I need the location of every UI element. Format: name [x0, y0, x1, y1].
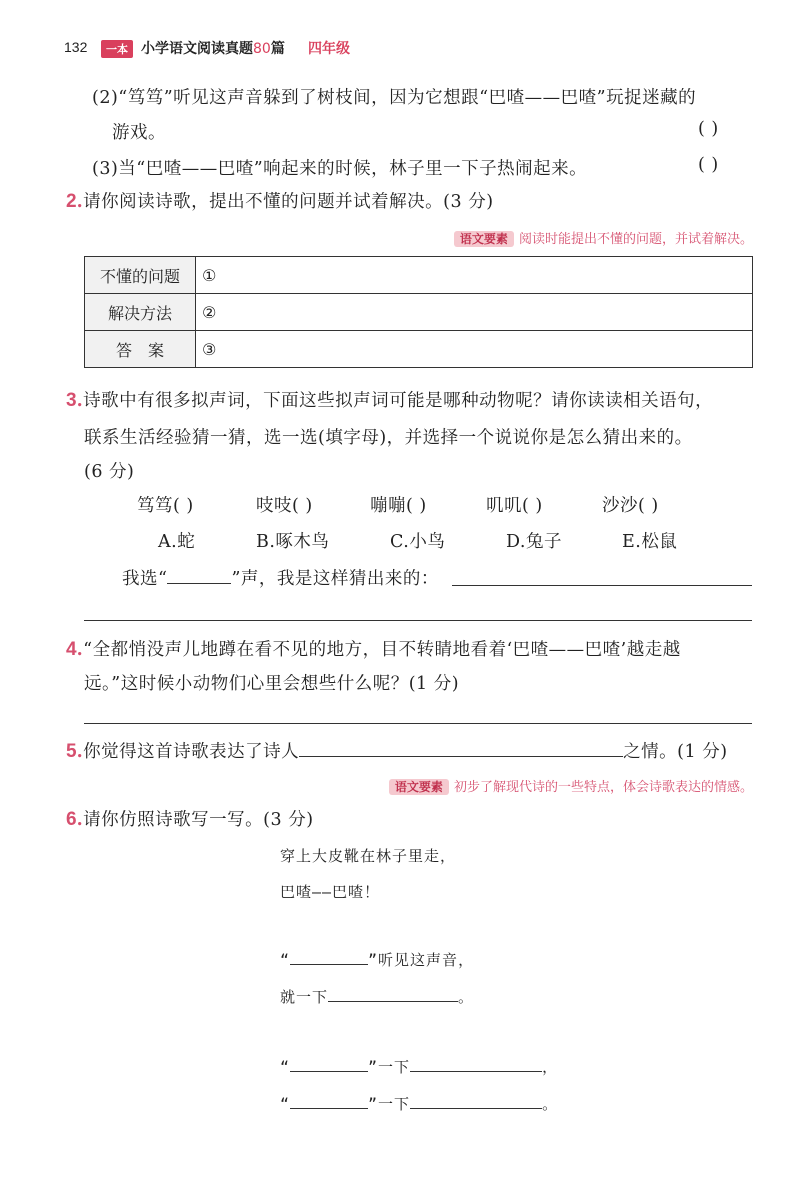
q3-line2: 联系生活经验猜一猜，选一选(填字母)，并选择一个说说你是怎么猜出来的。 — [84, 428, 693, 448]
q5-tag-text: 初步了解现代诗的一些特点，体会诗歌表达的情感。 — [453, 780, 753, 795]
book-title-unit: 篇 — [270, 41, 285, 57]
q3-answer-line[interactable] — [84, 620, 752, 621]
q3-choose-line — [122, 565, 439, 590]
q3-answer-line[interactable] — [452, 585, 752, 586]
q5-prefix: 你觉得这首诗歌表达了诗人 — [83, 742, 300, 762]
option-item: A.蛇 — [158, 532, 196, 552]
q2-number: 2 — [66, 191, 77, 212]
poem-line-4-prefix: 就一下 — [280, 988, 329, 1006]
q1-item2-answer-paren[interactable]: ( ) — [698, 119, 719, 139]
poem-quote-open: “ — [280, 1058, 291, 1076]
q6-text: 请你仿照诗歌写一写。(3 分) — [83, 810, 314, 830]
q2-text: 请你阅读诗歌，提出不懂的问题并试着解决。(3 分) — [83, 192, 494, 212]
book-title — [141, 38, 285, 58]
option-item: D.兔子 — [506, 532, 562, 552]
q4-line2: 远。”这时候小动物们心里会想些什么呢？(1 分) — [84, 674, 460, 694]
q1-item2-line1: (2)“笃笃”听见这声音躲到了树枝间，因为它想跟“巴喳——巴喳”玩捉迷藏的 — [92, 88, 697, 108]
question-6: 6.请你仿照诗歌写一写。(3 分) — [66, 809, 314, 830]
poem-line-5 — [280, 1056, 558, 1077]
publisher-logo: 一本 — [101, 40, 133, 58]
table-row — [85, 331, 753, 368]
poem-line-6-end: 。 — [542, 1095, 559, 1113]
table-row — [85, 257, 753, 294]
answer-cell[interactable]: ① — [196, 257, 753, 294]
q3-sound-blank[interactable] — [167, 583, 231, 584]
sound-item[interactable]: 沙沙( ) — [602, 496, 659, 516]
table-header-cell: 解决方法 — [85, 294, 196, 331]
q3-choose-suffix: ”声，我是这样猜出来的： — [231, 569, 439, 589]
q4-answer-line[interactable] — [84, 723, 752, 724]
poem-line-5-end: ， — [542, 1058, 559, 1076]
q1-item3-answer-paren[interactable]: ( ) — [698, 155, 719, 175]
table-header-cell: 答 案 — [85, 331, 196, 368]
q3-line1: 诗歌中有很多拟声词，下面这些拟声词可能是哪种动物呢？请你读读相关语句， — [83, 391, 714, 411]
poem-line-6-mid: ”一下 — [368, 1095, 411, 1113]
q5-tag: 语文要素 — [389, 779, 449, 795]
poem-line-4-suffix: 。 — [458, 988, 475, 1006]
book-title-count: 80 — [253, 41, 271, 57]
answer-cell[interactable]: ③ — [196, 331, 753, 368]
book-title-text: 小学语文阅读真题 — [141, 41, 253, 57]
answer-cell[interactable]: ② — [196, 294, 753, 331]
q5-suffix: 之情。(1 分) — [623, 742, 728, 762]
option-item: B.啄木鸟 — [256, 532, 330, 552]
q6-number: 6 — [66, 809, 77, 830]
grade-label: 四年级 — [308, 41, 350, 57]
q3-choose-prefix: 我选“ — [122, 569, 168, 589]
q4-number: 4 — [66, 639, 77, 660]
poem-blank-animal[interactable] — [290, 1071, 368, 1072]
poem-line-3-text: ”听见这声音， — [368, 951, 475, 969]
page-number: 132 — [64, 39, 88, 55]
q1-item3: (3)当“巴喳——巴喳”响起来的时候，林子里一下子热闹起来。 — [92, 159, 588, 179]
question-2: 2.请你阅读诗歌，提出不懂的问题并试着解决。(3 分) — [66, 191, 494, 212]
sound-item[interactable]: 嘣嘣( ) — [370, 496, 427, 516]
poem-blank-animal[interactable] — [290, 1108, 368, 1109]
poem-line-2: 巴喳——巴喳！ — [280, 883, 381, 901]
poem-line-3 — [280, 949, 474, 970]
q5-number: 5 — [66, 741, 77, 762]
poem-quote-open: “ — [280, 1095, 291, 1113]
poem-line-1: 穿上大皮靴在林子里走， — [280, 847, 457, 865]
q2-tag-text: 阅读时能提出不懂的问题，并试着解决。 — [518, 232, 753, 247]
poem-blank-animal[interactable] — [290, 964, 368, 965]
option-item: C.小鸟 — [390, 532, 446, 552]
poem-blank-action[interactable] — [328, 1001, 458, 1002]
poem-blank-action[interactable] — [410, 1071, 542, 1072]
poem-line-5-mid: ”一下 — [368, 1058, 411, 1076]
table-header-cell: 不懂的问题 — [85, 257, 196, 294]
q5-element-note — [389, 776, 753, 795]
q2-element-note — [454, 228, 753, 247]
question-4: 4.“全都悄没声儿地蹲在看不见的地方，目不转睛地看着‘巴喳——巴喳’越走越 — [66, 639, 681, 660]
table-row — [85, 294, 753, 331]
sound-item[interactable]: 吱吱( ) — [256, 496, 313, 516]
sound-item[interactable]: 笃笃( ) — [137, 496, 194, 516]
option-item: E.松鼠 — [622, 532, 678, 552]
q5-answer-blank[interactable] — [299, 756, 623, 757]
question-5: 5.你觉得这首诗歌表达了诗人 之情。(1 分) — [66, 741, 728, 762]
q3-number: 3 — [66, 390, 77, 411]
question-table — [84, 256, 753, 368]
poem-line-6 — [280, 1093, 558, 1114]
q3-line3: (6 分) — [84, 462, 135, 482]
q2-tag: 语文要素 — [454, 231, 514, 247]
poem-line-4 — [280, 986, 474, 1007]
q4-line1: “全都悄没声儿地蹲在看不见的地方，目不转睛地看着‘巴喳——巴喳’越走越 — [83, 640, 681, 660]
poem-quote-open: “ — [280, 951, 291, 969]
sound-item[interactable]: 叽叽( ) — [486, 496, 543, 516]
q1-item2-line2: 游戏。 — [112, 123, 166, 143]
poem-blank-action[interactable] — [410, 1108, 542, 1109]
question-3: 3.诗歌中有很多拟声词，下面这些拟声词可能是哪种动物呢？请你读读相关语句， — [66, 390, 714, 411]
